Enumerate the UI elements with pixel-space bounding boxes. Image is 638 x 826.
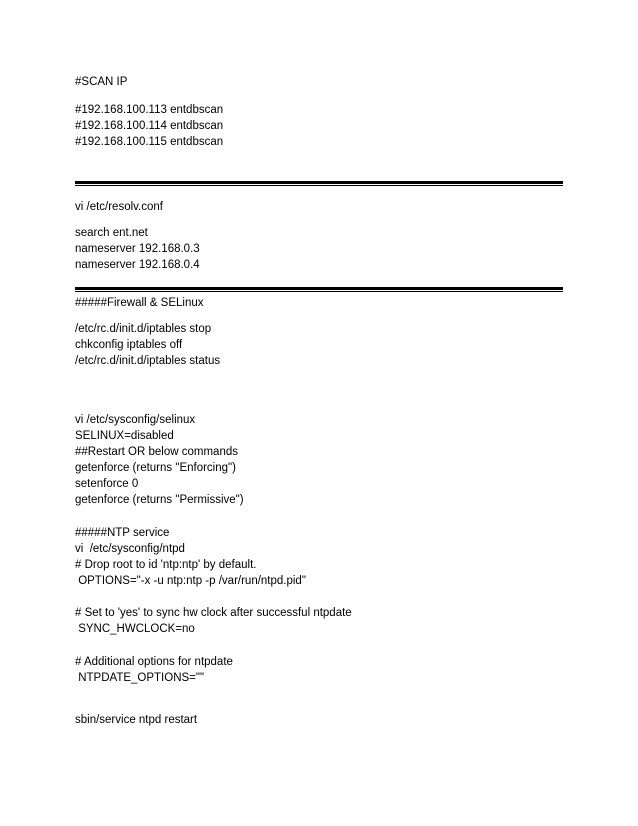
resolv-command: vi /etc/resolv.conf xyxy=(75,201,163,213)
hwclock-line: SYNC_HWCLOCK=no xyxy=(75,623,195,635)
scan-ip-heading: #SCAN IP xyxy=(75,76,128,88)
firewall-line: /etc/rc.d/init.d/iptables status xyxy=(75,355,221,367)
ntpdate-line: NTPDATE_OPTIONS="" xyxy=(75,672,205,684)
firewall-heading: #####Firewall & SELinux xyxy=(75,297,204,309)
section-divider xyxy=(75,181,563,186)
selinux-line: getenforce (returns "Permissive") xyxy=(75,494,244,506)
ntp-line: vi /etc/sysconfig/ntpd xyxy=(75,543,185,555)
restart-command: sbin/service ntpd restart xyxy=(75,714,198,726)
ntp-line: #####NTP service xyxy=(75,527,170,539)
scan-ip-line: #192.168.100.113 entdbscan xyxy=(75,104,224,116)
selinux-line: vi /etc/sysconfig/selinux xyxy=(75,414,196,426)
resolv-line: nameserver 192.168.0.3 xyxy=(75,243,200,255)
ntpdate-line: # Additional options for ntpdate xyxy=(75,656,233,668)
selinux-line: getenforce (returns "Enforcing") xyxy=(75,462,236,474)
selinux-line: SELINUX=disabled xyxy=(75,430,174,442)
ntp-line: # Drop root to id 'ntp:ntp' by default. xyxy=(75,559,257,571)
selinux-line: ##Restart OR below commands xyxy=(75,446,238,458)
firewall-line: /etc/rc.d/init.d/iptables stop xyxy=(75,323,212,335)
ntp-line: OPTIONS="-x -u ntp:ntp -p /var/run/ntpd.pid" xyxy=(75,575,306,587)
selinux-line: setenforce 0 xyxy=(75,478,139,490)
scan-ip-line: #192.168.100.114 entdbscan xyxy=(75,120,224,132)
section-divider xyxy=(75,287,563,292)
firewall-line: chkconfig iptables off xyxy=(75,339,183,351)
resolv-line: nameserver 192.168.0.4 xyxy=(75,259,200,271)
hwclock-line: # Set to 'yes' to sync hw clock after successful ntpdate xyxy=(75,607,352,619)
resolv-line: search ent.net xyxy=(75,227,148,239)
scan-ip-line: #192.168.100.115 entdbscan xyxy=(75,136,224,148)
